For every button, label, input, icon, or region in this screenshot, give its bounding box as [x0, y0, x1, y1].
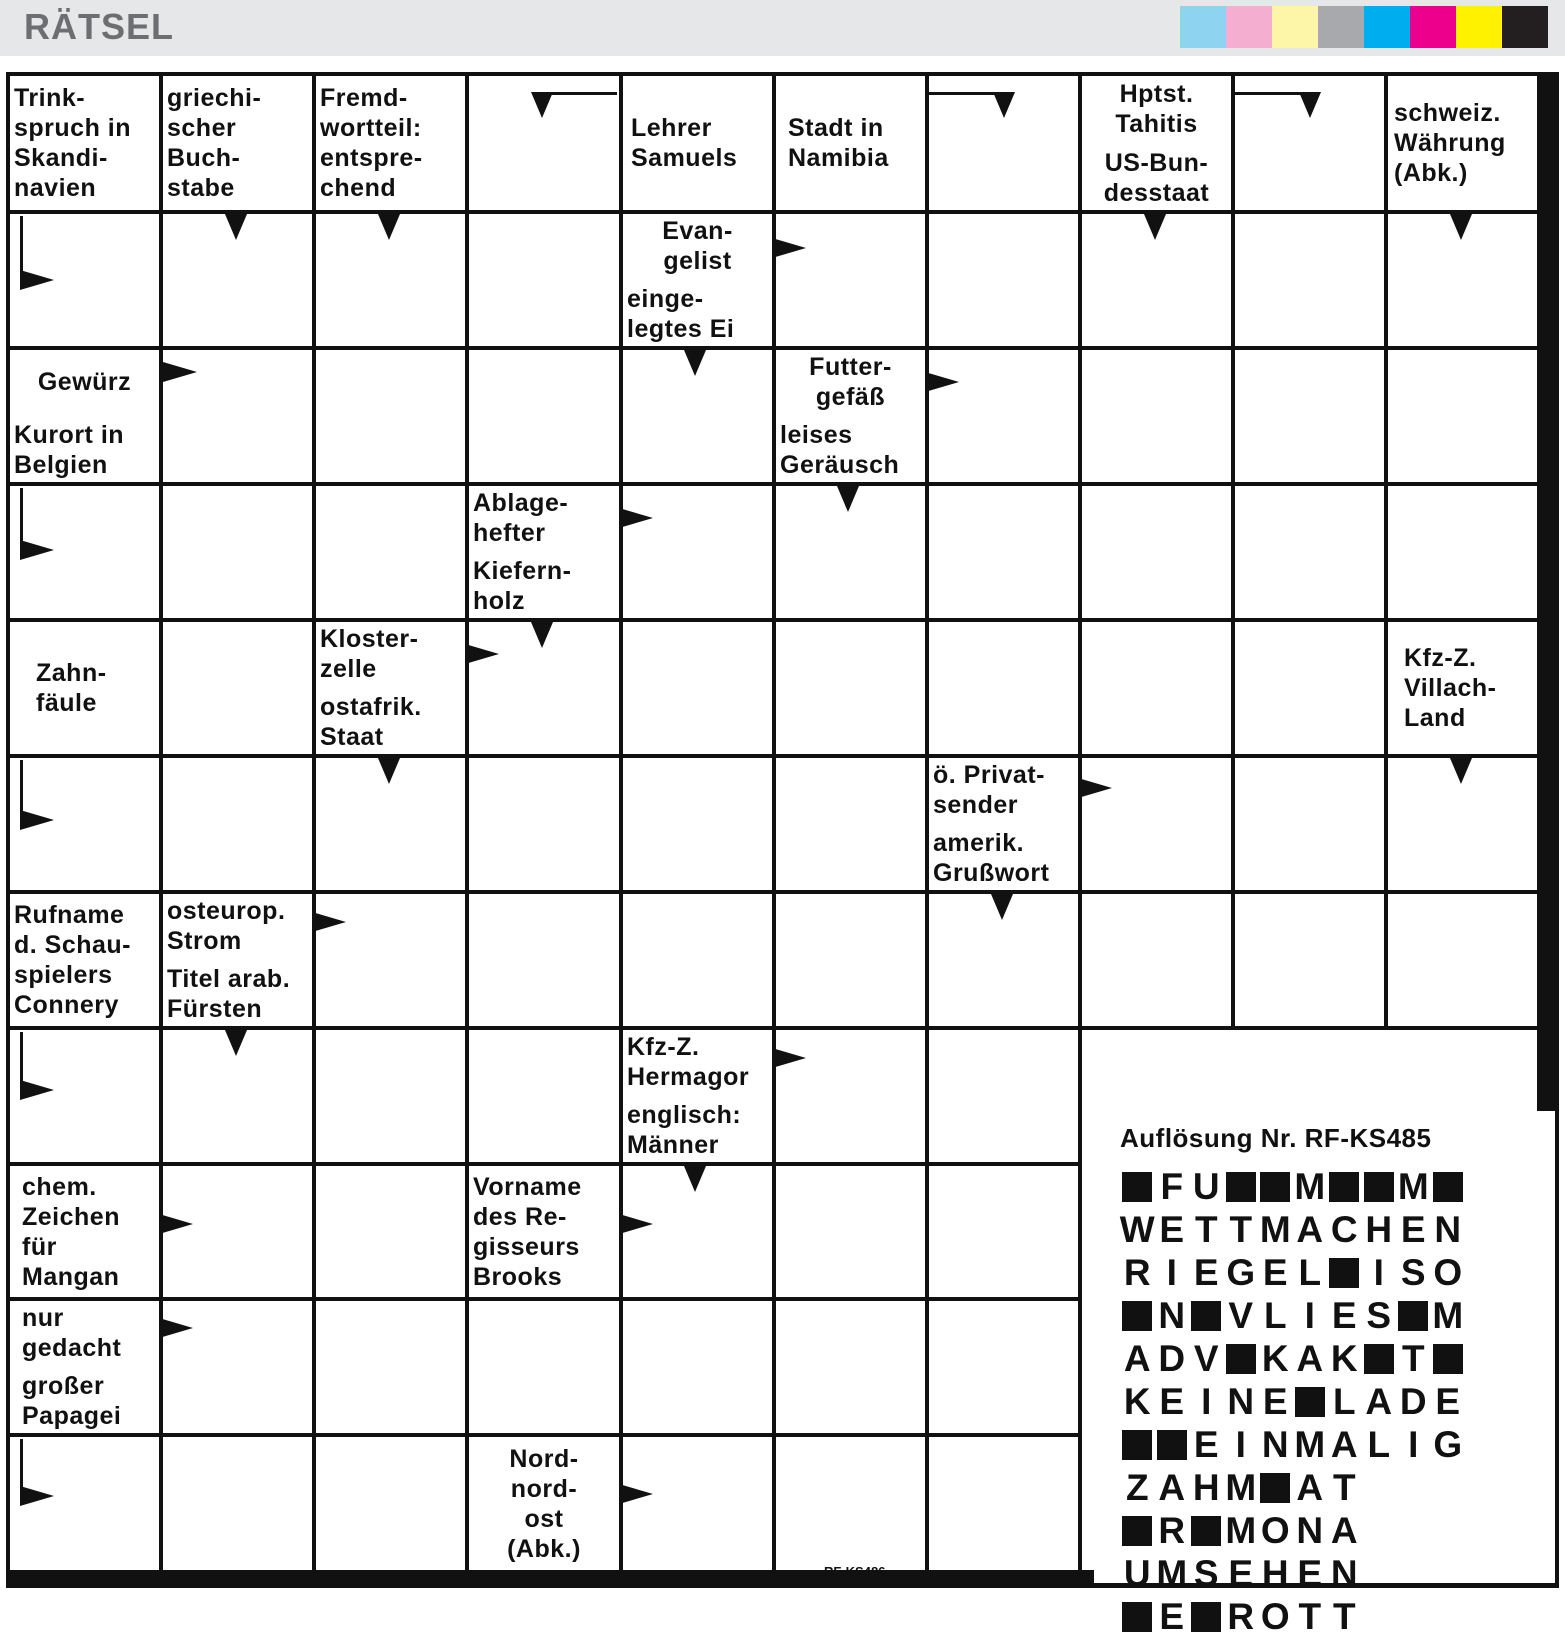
solution-letter: A	[1365, 1381, 1393, 1422]
clue-text: einge- legtes Ei	[627, 285, 735, 343]
solution-black-square	[1189, 1595, 1224, 1639]
solution-black-square	[1120, 1165, 1155, 1209]
answer-cell[interactable]	[1388, 350, 1537, 482]
solution-row	[1120, 1552, 1362, 1596]
answer-cell[interactable]	[929, 1301, 1078, 1433]
answer-cell[interactable]	[469, 1301, 619, 1433]
clue-nur-gedacht	[10, 1301, 159, 1365]
clue-text: Hptst. Tahitis	[1115, 79, 1198, 138]
arrow-down-icon	[378, 758, 400, 784]
solution-row	[1120, 1423, 1465, 1467]
answer-cell[interactable]	[929, 1437, 1078, 1570]
clue-text: Gewürz	[37, 368, 132, 396]
arrow-down-icon	[684, 350, 706, 376]
answer-cell[interactable]	[929, 214, 1078, 346]
solution-row	[1120, 1294, 1465, 1338]
answer-cell[interactable]	[1235, 486, 1384, 618]
solution-letter: T	[1229, 1209, 1253, 1250]
clue-text: nur gedacht	[22, 1304, 122, 1362]
solution-letter: Z	[1125, 1467, 1149, 1508]
solution-letter: N	[1434, 1209, 1462, 1250]
solution-black-square	[1327, 1165, 1362, 1209]
solution-letter: I	[1166, 1252, 1177, 1293]
clue-text: ö. Privat- sender	[933, 761, 1045, 819]
color-swatch	[1318, 6, 1364, 48]
answer-cell[interactable]	[316, 486, 465, 618]
solution-letter: A	[1330, 1510, 1358, 1551]
solution-letter: N	[1261, 1424, 1289, 1465]
clue-kiefernholz	[469, 554, 619, 618]
solution-row	[1120, 1251, 1465, 1295]
clue-osteurop-strom	[163, 894, 312, 958]
solution-letter: M	[1294, 1166, 1326, 1207]
clue-griechischer	[163, 76, 312, 210]
solution-letter: A	[1296, 1209, 1324, 1250]
solution-letter: N	[1330, 1553, 1358, 1594]
solution-letter: I	[1304, 1295, 1315, 1336]
solution-letter: I	[1408, 1424, 1419, 1465]
answer-cell[interactable]	[469, 350, 619, 482]
solution-letter: A	[1296, 1338, 1324, 1379]
color-swatch	[1502, 6, 1548, 48]
puzzle-code: RF-KS486	[824, 1564, 886, 1579]
header-bar	[0, 0, 1565, 56]
solution-letter: S	[1400, 1252, 1426, 1293]
arrow-down-icon	[378, 214, 400, 240]
solution-letter: M	[1156, 1553, 1188, 1594]
arrow-down-icon	[991, 894, 1013, 920]
clue-text: großer Papagei	[22, 1372, 122, 1430]
clue-lehrer-samuels	[623, 76, 772, 210]
page-title: RÄTSEL	[24, 6, 174, 47]
answer-cell[interactable]	[1235, 350, 1384, 482]
arrow-down-icon	[993, 92, 1015, 118]
solution-row	[1120, 1337, 1465, 1381]
solution-black-square	[1224, 1337, 1259, 1381]
solution-letter: I	[1235, 1424, 1246, 1465]
answer-cell[interactable]	[776, 1301, 925, 1433]
solution-letter: N	[1227, 1381, 1255, 1422]
solution-black-square	[1189, 1509, 1224, 1553]
clue-text: Stadt in Namibia	[788, 114, 889, 172]
clue-text: Kloster- zelle	[320, 625, 419, 683]
solution-letter: E	[1193, 1252, 1219, 1293]
solution-letter: N	[1158, 1295, 1186, 1336]
clue-text: Kiefern- holz	[473, 557, 572, 615]
arrow-down-icon	[531, 92, 553, 118]
arrow-down-icon	[1450, 214, 1472, 240]
clue-text: leises Geräusch	[780, 421, 900, 479]
arrow-right-icon	[163, 362, 197, 382]
solution-letter: M	[1259, 1209, 1291, 1250]
solution-letter: O	[1433, 1252, 1463, 1293]
arrow-down-icon	[225, 1030, 247, 1056]
solution-black-square	[1362, 1337, 1397, 1381]
answer-cell[interactable]	[1082, 622, 1231, 754]
clue-kfz-hermagor	[623, 1030, 772, 1094]
solution-letter: T	[1194, 1209, 1218, 1250]
answer-cell[interactable]	[1082, 894, 1231, 1026]
clue-text: osteurop. Strom	[167, 897, 286, 955]
clue-zahnfaeule	[10, 622, 159, 754]
solution-letter: T	[1332, 1467, 1356, 1508]
color-swatch	[1456, 6, 1502, 48]
clue-schweiz-waehrung	[1388, 76, 1537, 210]
answer-cell[interactable]	[623, 1301, 772, 1433]
solution-letter: R	[1227, 1596, 1255, 1637]
solution-letter: E	[1331, 1295, 1357, 1336]
solution-letter: G	[1433, 1424, 1463, 1465]
solution-letter: G	[1226, 1252, 1256, 1293]
clue-englisch-maenner	[623, 1098, 772, 1162]
crossword-board	[0, 72, 1565, 1637]
solution-letter: A	[1296, 1467, 1324, 1508]
solution-letter: E	[1262, 1252, 1288, 1293]
color-calibration-bar	[1180, 6, 1548, 48]
solution-black-square	[1327, 1251, 1362, 1295]
arrow-down-icon	[1450, 758, 1472, 784]
clue-stadt-namibia	[776, 76, 925, 210]
solution-letter: S	[1193, 1553, 1219, 1594]
solution-black-square	[1362, 1165, 1397, 1209]
clue-gewuerz	[10, 350, 159, 414]
solution-letter: I	[1373, 1252, 1384, 1293]
arrow-down-icon	[684, 1166, 706, 1192]
clue-text: Vorname des Re- gisseurs Brooks	[473, 1172, 582, 1291]
solution-letter: T	[1401, 1338, 1425, 1379]
answer-cell[interactable]	[929, 350, 1078, 482]
answer-cell[interactable]	[776, 214, 925, 346]
solution-letter: M	[1397, 1166, 1429, 1207]
answer-cell[interactable]	[929, 1030, 1078, 1162]
solution-row	[1120, 1380, 1465, 1424]
answer-cell[interactable]	[469, 894, 619, 1026]
answer-cell[interactable]	[316, 1437, 465, 1570]
solution-black-square	[1431, 1337, 1466, 1381]
clue-amerik-grusswort	[929, 826, 1078, 890]
solution-letter: E	[1297, 1553, 1323, 1594]
answer-cell[interactable]	[929, 1166, 1078, 1297]
answer-cell[interactable]	[929, 622, 1078, 754]
solution-black-square	[1258, 1165, 1293, 1209]
clue-grosser-papagei	[10, 1369, 159, 1433]
answer-cell[interactable]	[623, 894, 772, 1026]
arrow-right-icon	[619, 1484, 653, 1504]
color-swatch	[1226, 6, 1272, 48]
clue-text: griechi- scher Buch- stabe	[167, 84, 262, 202]
solution-letter: D	[1399, 1381, 1427, 1422]
clue-hptst-tahitis	[1082, 76, 1231, 141]
answer-cell[interactable]	[163, 486, 312, 618]
answer-cell[interactable]	[776, 758, 925, 890]
solution-black-square	[1293, 1380, 1328, 1424]
clue-text: Evan- gelist	[662, 217, 733, 275]
clue-titel-arab	[163, 962, 312, 1026]
answer-cell[interactable]	[316, 1166, 465, 1297]
clue-rufname-connery	[10, 894, 159, 1026]
answer-cell[interactable]	[623, 486, 772, 618]
solution-letter: M	[1432, 1295, 1464, 1336]
solution-letter: D	[1158, 1338, 1186, 1379]
solution-letter: E	[1159, 1381, 1185, 1422]
clue-text: Nord- nord- ost (Abk.)	[507, 1444, 581, 1563]
arrow-stem	[542, 92, 617, 95]
solution-letter: K	[1123, 1381, 1151, 1422]
clue-leises-geraeusch	[776, 418, 925, 482]
answer-cell[interactable]	[1235, 894, 1384, 1026]
arrow-right-icon	[20, 1080, 54, 1100]
solution-letter: E	[1435, 1381, 1461, 1422]
clue-fremdwortteil	[316, 76, 465, 210]
solution-letter: V	[1193, 1338, 1219, 1379]
solution-letter: K	[1330, 1338, 1358, 1379]
solution-letter: M	[1294, 1424, 1326, 1465]
clue-ostafrik-staat	[316, 690, 465, 754]
solution-letter: T	[1332, 1596, 1356, 1637]
solution-letter: M	[1225, 1467, 1257, 1508]
arrow-right-icon	[159, 1214, 193, 1234]
solution-letter: T	[1298, 1596, 1322, 1637]
clue-text: Kfz-Z. Hermagor	[627, 1033, 750, 1091]
solution-row	[1120, 1208, 1465, 1252]
solution-letter: R	[1158, 1510, 1186, 1551]
solution-letter: E	[1159, 1209, 1185, 1250]
answer-cell[interactable]	[1082, 486, 1231, 618]
solution-black-square	[1155, 1423, 1190, 1467]
solution-letter: A	[1158, 1467, 1186, 1508]
solution-black-square	[1120, 1294, 1155, 1338]
clue-text: Fremd- wortteil: entspre- chend	[320, 84, 423, 202]
solution-letter: C	[1330, 1209, 1358, 1250]
answer-cell[interactable]	[469, 214, 619, 346]
arrow-right-icon	[925, 372, 959, 392]
solution-letter: E	[1262, 1381, 1288, 1422]
solution-black-square	[1396, 1294, 1431, 1338]
arrow-right-icon	[1078, 778, 1112, 798]
solution-letter: O	[1260, 1510, 1290, 1551]
answer-cell[interactable]	[163, 1437, 312, 1570]
clue-text: Trink- spruch in Skandi- navien	[14, 84, 132, 202]
clue-ablagehefter	[469, 486, 619, 550]
clue-chem-mangan	[10, 1166, 159, 1297]
solution-letter: U	[1123, 1553, 1151, 1594]
solution-letter: R	[1123, 1252, 1151, 1293]
clue-klosterzelle	[316, 622, 465, 686]
solution-black-square	[1120, 1595, 1155, 1639]
clue-text: Kurort in Belgien	[14, 421, 125, 479]
clue-text: ostafrik. Staat	[320, 693, 422, 751]
arrow-right-icon	[20, 810, 54, 830]
solution-letter: L	[1332, 1381, 1356, 1422]
clue-text: Lehrer Samuels	[631, 114, 738, 172]
solution-letter: L	[1367, 1424, 1391, 1465]
solution-letter: O	[1260, 1596, 1290, 1637]
answer-cell[interactable]	[163, 622, 312, 754]
solution-black-square	[1258, 1466, 1293, 1510]
arrow-down-icon	[1144, 214, 1166, 240]
solution-letter: H	[1192, 1467, 1220, 1508]
arrow-right-icon	[465, 644, 499, 664]
clue-text: Rufname d. Schau- spielers Connery	[14, 901, 132, 1019]
answer-cell[interactable]	[1235, 758, 1384, 890]
answer-cell[interactable]	[623, 758, 772, 890]
clue-text: Titel arab. Fürsten	[167, 965, 291, 1023]
solution-letter: I	[1201, 1381, 1212, 1422]
clue-vorname-brooks	[469, 1166, 619, 1297]
arrow-right-icon	[20, 540, 54, 560]
solution-letter: L	[1298, 1252, 1322, 1293]
solution-letter: A	[1123, 1338, 1151, 1379]
solution-letter: E	[1400, 1209, 1426, 1250]
solution-black-square	[1189, 1294, 1224, 1338]
clue-eingelegtes-ei	[623, 282, 772, 346]
solution-black-square	[1120, 1423, 1155, 1467]
solution-letter: L	[1263, 1295, 1287, 1336]
clue-us-bundesstaat	[1082, 145, 1231, 210]
clue-nordnordost	[469, 1437, 619, 1570]
arrow-down-icon	[225, 214, 247, 240]
answer-cell[interactable]	[776, 1166, 925, 1297]
solution-letter: W	[1119, 1209, 1155, 1250]
solution-letter: K	[1261, 1338, 1289, 1379]
clue-text: Zahn- fäule	[36, 659, 107, 717]
arrow-right-icon	[159, 1318, 193, 1338]
clue-text: schweiz. Währung (Abk.)	[1394, 99, 1506, 187]
clue-evangelist	[623, 214, 772, 278]
answer-cell[interactable]	[163, 758, 312, 890]
clue-text: amerik. Grußwort	[933, 829, 1050, 887]
solution-title: Auflösung Nr. RF-KS485	[1120, 1123, 1432, 1153]
solution-letter: E	[1159, 1596, 1185, 1637]
clue-text: Kfz-Z. Villach- Land	[1404, 644, 1497, 732]
color-swatch	[1364, 6, 1410, 48]
solution-letter: N	[1296, 1510, 1324, 1551]
color-swatch	[1180, 6, 1226, 48]
answer-cell[interactable]	[1388, 486, 1537, 618]
answer-cell[interactable]	[776, 622, 925, 754]
solution-black-square	[1120, 1509, 1155, 1553]
clue-text: chem. Zeichen für Mangan	[22, 1172, 120, 1291]
solution-row	[1120, 1466, 1362, 1510]
clue-kurort-belgien	[10, 418, 159, 482]
solution-letter: E	[1193, 1424, 1219, 1465]
clue-text: US-Bun- desstaat	[1103, 148, 1210, 207]
arrow-right-icon	[772, 1048, 806, 1068]
clue-futtergefaess	[776, 350, 925, 414]
solution-letter: A	[1330, 1424, 1358, 1465]
answer-cell[interactable]	[469, 758, 619, 890]
solution-letter: E	[1228, 1553, 1254, 1594]
solution-letter: S	[1366, 1295, 1392, 1336]
clue-kfz-villach	[1388, 622, 1537, 754]
arrow-down-icon	[1299, 92, 1321, 118]
clue-trinkspruch	[10, 76, 159, 210]
solution-letter: H	[1261, 1553, 1289, 1594]
answer-cell[interactable]	[1388, 894, 1537, 1026]
answer-cell[interactable]	[469, 1030, 619, 1162]
solution-black-square	[1431, 1165, 1466, 1209]
solution-letter: M	[1225, 1510, 1257, 1551]
solution-row	[1120, 1509, 1362, 1553]
answer-cell[interactable]	[1235, 622, 1384, 754]
answer-cell[interactable]	[1082, 350, 1231, 482]
clue-oe-privatsender	[929, 758, 1078, 822]
solution-letter: V	[1228, 1295, 1254, 1336]
answer-cell[interactable]	[316, 1301, 465, 1433]
arrow-right-icon	[619, 1214, 653, 1234]
solution-row	[1120, 1165, 1465, 1209]
clue-text: englisch: Männer	[627, 1101, 742, 1159]
answer-cell[interactable]	[776, 894, 925, 1026]
answer-cell[interactable]	[929, 486, 1078, 618]
solution-letter: U	[1192, 1166, 1220, 1207]
solution-letter: H	[1365, 1209, 1393, 1250]
answer-cell[interactable]	[316, 350, 465, 482]
clue-text: Futter- gefäß	[809, 353, 892, 411]
color-swatch	[1410, 6, 1456, 48]
answer-cell[interactable]	[1235, 214, 1384, 346]
solution-row	[1120, 1595, 1362, 1639]
arrow-down-icon	[531, 622, 553, 648]
arrow-down-icon	[837, 486, 859, 512]
answer-cell[interactable]	[623, 622, 772, 754]
solution-panel	[1094, 1111, 1555, 1637]
answer-cell[interactable]	[316, 1030, 465, 1162]
arrow-right-icon	[20, 1486, 54, 1506]
solution-letter: F	[1160, 1166, 1184, 1207]
answer-cell[interactable]	[776, 1437, 925, 1570]
solution-black-square	[1224, 1165, 1259, 1209]
color-swatch	[1272, 6, 1318, 48]
arrow-right-icon	[772, 238, 806, 258]
arrow-right-icon	[20, 270, 54, 290]
arrow-right-icon	[619, 508, 653, 528]
clue-text: Ablage- hefter	[473, 489, 569, 547]
arrow-right-icon	[312, 912, 346, 932]
